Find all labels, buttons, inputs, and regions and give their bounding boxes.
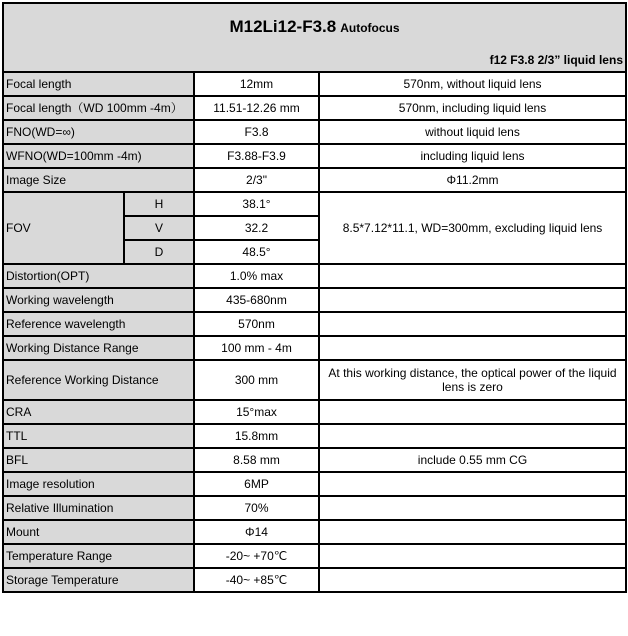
- fov-axis-h: H: [124, 192, 194, 216]
- spec-note: 570nm, including liquid lens: [319, 96, 626, 120]
- spec-note: [319, 544, 626, 568]
- spec-note: Φ11.2mm: [319, 168, 626, 192]
- table-row: [3, 568, 626, 592]
- spec-value: -40~ +85℃: [194, 568, 319, 592]
- header-row: [3, 3, 626, 72]
- fov-axis-d: D: [124, 240, 194, 264]
- table-row: [3, 288, 626, 312]
- spec-note: including liquid lens: [319, 144, 626, 168]
- spec-value: 1.0% max: [194, 264, 319, 288]
- table-row: [3, 312, 626, 336]
- spec-note: [319, 568, 626, 592]
- spec-value: F3.8: [194, 120, 319, 144]
- header-cell: [3, 3, 626, 72]
- table-row: [3, 72, 626, 96]
- fov-value-d: 48.5°: [194, 240, 319, 264]
- spec-value: F3.88-F3.9: [194, 144, 319, 168]
- spec-label: Distortion(OPT): [3, 264, 194, 288]
- table-row: [3, 544, 626, 568]
- spec-label: Working Distance Range: [3, 336, 194, 360]
- product-type: Autofocus: [340, 21, 400, 35]
- page-title: [4, 17, 625, 36]
- spec-label: WFNO(WD=100mm -4m): [3, 144, 194, 168]
- table-row: [3, 448, 626, 472]
- product-model: M12Li12-F3.8: [229, 17, 337, 36]
- product-summary: f12 F3.8 2/3” liquid lens: [489, 53, 623, 67]
- spec-note: [319, 336, 626, 360]
- spec-value: 11.51-12.26 mm: [194, 96, 319, 120]
- spec-value: 300 mm: [194, 360, 319, 400]
- spec-value: 8.58 mm: [194, 448, 319, 472]
- spec-note: [319, 288, 626, 312]
- table-row: [3, 472, 626, 496]
- table-row: [3, 336, 626, 360]
- fov-value-v: 32.2: [194, 216, 319, 240]
- spec-value: 70%: [194, 496, 319, 520]
- spec-value: 570nm: [194, 312, 319, 336]
- spec-value: 15.8mm: [194, 424, 319, 448]
- table-row: [3, 96, 626, 120]
- spec-label: BFL: [3, 448, 194, 472]
- spec-note: [319, 496, 626, 520]
- spec-label: Image Size: [3, 168, 194, 192]
- fov-note: 8.5*7.12*11.1, WD=300mm, excluding liquid lens: [319, 192, 626, 264]
- table-row: [3, 400, 626, 424]
- spec-value: 2/3": [194, 168, 319, 192]
- spec-label: Focal length: [3, 72, 194, 96]
- spec-value: 435-680nm: [194, 288, 319, 312]
- spec-label: Working wavelength: [3, 288, 194, 312]
- table-row: [3, 168, 626, 192]
- fov-value-h: 38.1°: [194, 192, 319, 216]
- spec-value: 15°max: [194, 400, 319, 424]
- table-row: [3, 424, 626, 448]
- fov-axis-v: V: [124, 216, 194, 240]
- table-row: [3, 120, 626, 144]
- spec-note: [319, 472, 626, 496]
- spec-note: include 0.55 mm CG: [319, 448, 626, 472]
- spec-note: [319, 312, 626, 336]
- spec-label: Storage Temperature: [3, 568, 194, 592]
- spec-table: [2, 2, 627, 593]
- table-row: [3, 360, 626, 400]
- spec-value: 100 mm - 4m: [194, 336, 319, 360]
- spec-label: Reference wavelength: [3, 312, 194, 336]
- table-row: [3, 520, 626, 544]
- spec-label: CRA: [3, 400, 194, 424]
- spec-note: without liquid lens: [319, 120, 626, 144]
- spec-label: TTL: [3, 424, 194, 448]
- spec-label: Temperature Range: [3, 544, 194, 568]
- spec-note: [319, 520, 626, 544]
- spec-label: Mount: [3, 520, 194, 544]
- spec-label: Reference Working Distance: [3, 360, 194, 400]
- spec-value: 12mm: [194, 72, 319, 96]
- spec-value: Φ14: [194, 520, 319, 544]
- fov-row-h: [3, 192, 626, 216]
- spec-sheet: [2, 2, 625, 593]
- spec-note: [319, 264, 626, 288]
- spec-label: Relative Illumination: [3, 496, 194, 520]
- table-row: [3, 264, 626, 288]
- spec-note: At this working distance, the optical power of the liquid lens is zero: [319, 360, 626, 400]
- fov-label: FOV: [3, 192, 124, 264]
- spec-label: Focal length（WD 100mm -4m）: [3, 96, 194, 120]
- spec-label: Image resolution: [3, 472, 194, 496]
- spec-value: -20~ +70℃: [194, 544, 319, 568]
- spec-note: [319, 424, 626, 448]
- spec-label: FNO(WD=∞): [3, 120, 194, 144]
- table-row: [3, 496, 626, 520]
- spec-value: 6MP: [194, 472, 319, 496]
- table-row: [3, 144, 626, 168]
- spec-note: [319, 400, 626, 424]
- spec-note: 570nm, without liquid lens: [319, 72, 626, 96]
